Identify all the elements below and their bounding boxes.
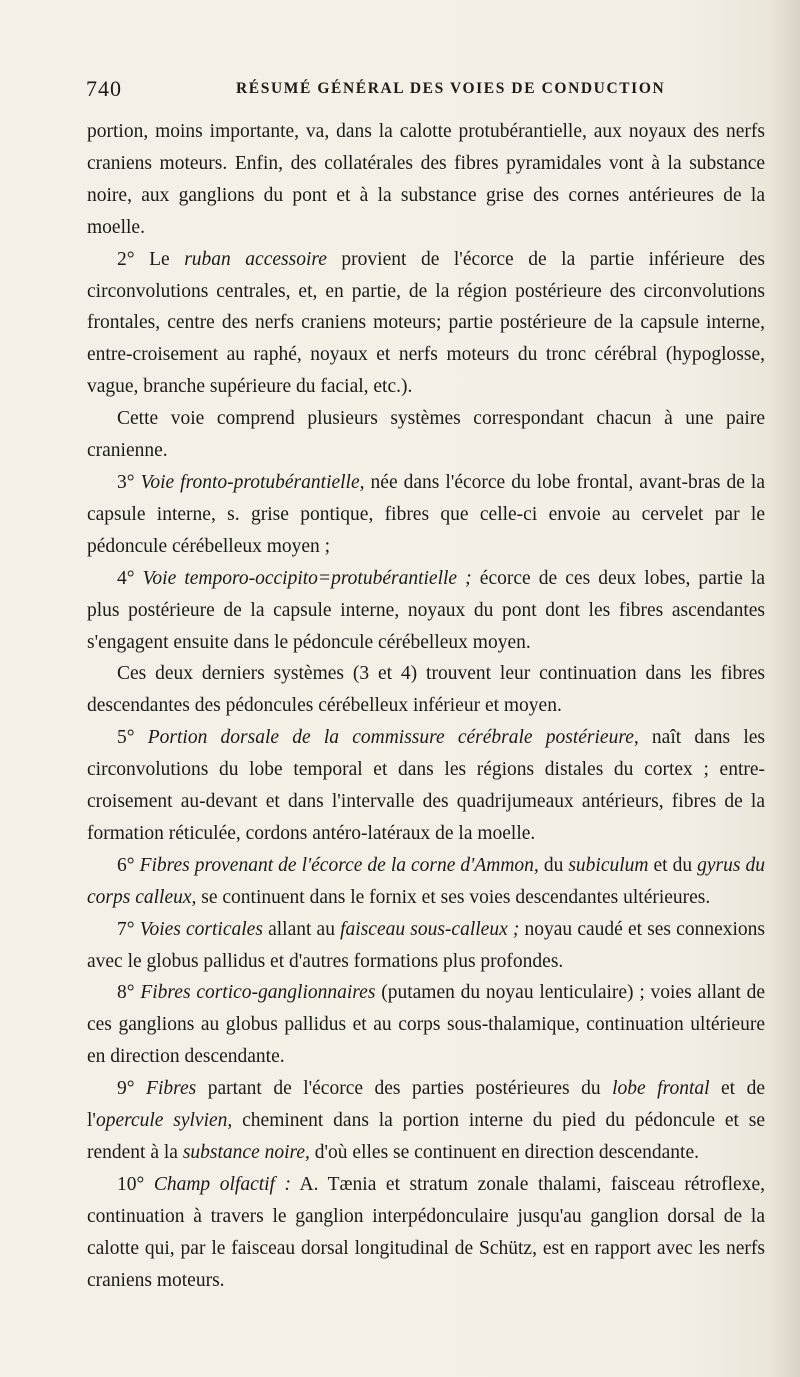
text-run: partant de l'écorce des parties postérieures du [196, 1078, 613, 1100]
text-run: 2° Le [117, 248, 185, 270]
text-run: portion, moins importante, va, dans la calotte protubérantielle, aux noyaux des nerfs craniens moteurs. Enfin, des collatérales des fibres pyramidales vont à la substance noire, aux ganglions du pont et à la substance grise des cornes antérieures de la moelle. [87, 121, 765, 238]
italic-phrase: faisceau sous-calleux ; [340, 918, 520, 940]
text-run: 4° [117, 567, 143, 589]
paragraph [87, 658, 765, 722]
text-run: et de l' [87, 1078, 765, 1132]
text-run: se continuent dans le fornix et ses voies descendantes ultérieures. [196, 886, 711, 908]
italic-phrase: Champ olfactif : [153, 1173, 292, 1195]
paragraph [87, 116, 765, 244]
italic-phrase: Portion dorsale de la commissure cérébrale postérieure, [147, 727, 639, 749]
text-run: 3° [117, 471, 141, 493]
text-run: 8° [117, 982, 141, 1004]
italic-phrase: Voie temporo-occipito=protubérantielle ; [142, 567, 472, 589]
text-run: écorce de ces deux lobes, partie la plus postérieure de la capsule interne, noyaux du pont dont les fibres ascendantes s'engagent ensuite dans le pédoncule cérébelleux moyen. [87, 567, 765, 653]
paragraph [87, 563, 765, 659]
text-run: 9° [117, 1078, 147, 1100]
text-run: 6° [117, 854, 140, 876]
running-title: RÉSUMÉ GÉNÉRAL DES VOIES DE CONDUCTION [236, 80, 666, 97]
text-run: cheminent dans la portion interne du pied du pédoncule et se rendent à la [87, 1110, 766, 1163]
text-run: d'où elles se continuent en direction descendante. [309, 1142, 699, 1163]
text-run: allant au [262, 918, 341, 940]
page-number: 740 [86, 76, 122, 101]
italic-phrase: lobe frontal [612, 1078, 710, 1100]
paragraph [87, 722, 765, 850]
text-run: 10° [117, 1173, 154, 1195]
paragraph [87, 1169, 765, 1297]
text-run: 5° [117, 727, 148, 749]
text-run: 7° [117, 918, 140, 940]
italic-phrase: gyrus du corps calleux, [87, 854, 765, 908]
text-run: noyau caudé et ses connexions avec le globus pallidus et d'autres formations plus profondes. [87, 918, 765, 972]
paragraph [87, 244, 765, 404]
italic-phrase: Voie fronto-protubérantielle, [140, 471, 365, 493]
italic-phrase: Fibres provenant de l'écorce de la corne d'Ammon, [139, 854, 539, 876]
text-run: A. Tænia et stratum zonale thalami, faisceau rétroflexe, continuation à travers le ganglion interpédonculaire jusqu'au ganglion dorsal de la calotte qui, par le faisceau dorsal longitudinal de Schütz, est en rapport avec les nerfs craniens moteurs. [87, 1173, 765, 1291]
italic-phrase: ruban accessoire [184, 248, 327, 270]
paragraph [87, 403, 765, 467]
body-text [87, 116, 765, 1297]
text-run: née dans l'écorce du lobe frontal, avant-bras de la capsule interne, s. grise pontique, fibres que celle-ci envoie au cervelet par le pédoncule cérébelleux moyen ; [87, 471, 765, 557]
italic-phrase: Voies corticales [139, 918, 263, 940]
paragraph [87, 977, 765, 1073]
text-run: Cette voie comprend plusieurs systèmes correspondant chacun à une paire cranienne. [87, 408, 765, 462]
text-run: et du [648, 854, 698, 876]
text-run: (putamen du noyau lenticulaire) ; voies allant de ces ganglions au globus pallidus et au corps sous-thalamique, continuation ultérieure en direction descendante. [87, 982, 765, 1068]
paragraph [87, 1073, 765, 1169]
paragraph [87, 850, 765, 914]
italic-phrase: Fibres cortico-ganglionnaires [140, 982, 376, 1004]
paragraph [87, 914, 765, 978]
italic-phrase: subiculum [568, 854, 649, 876]
italic-phrase: opercule sylvien, [95, 1110, 233, 1132]
paragraph [87, 467, 765, 563]
italic-phrase: substance noire, [182, 1142, 310, 1163]
italic-phrase: Fibres [146, 1078, 197, 1100]
text-run: Ces deux derniers systèmes (3 et 4) trouvent leur continuation dans les fibres descendantes des pédoncules cérébelleux inférieur et moyen. [87, 663, 765, 717]
text-run: provient de l'écorce de la partie inférieure des circonvolutions centrales, et, en partie, de la région postérieure des circonvolutions frontales, centre des nerfs craniens moteurs; partie postérieure de la capsule interne, entre-croisement au raphé, noyaux et nerfs moteurs du tronc cérébral (hypoglosse, vague, branche supérieure du facial, etc.). [87, 248, 765, 398]
text-run: naît dans les circonvolutions du lobe temporal et dans les régions distales du cortex ; entre-croisement au-devant et dans l'intervalle des quadrijumeaux antérieurs, fibres de la formation réticulée, cordons antéro-latéraux de la moelle. [87, 727, 765, 844]
text-run: du [538, 854, 569, 876]
page-header [86, 72, 766, 112]
